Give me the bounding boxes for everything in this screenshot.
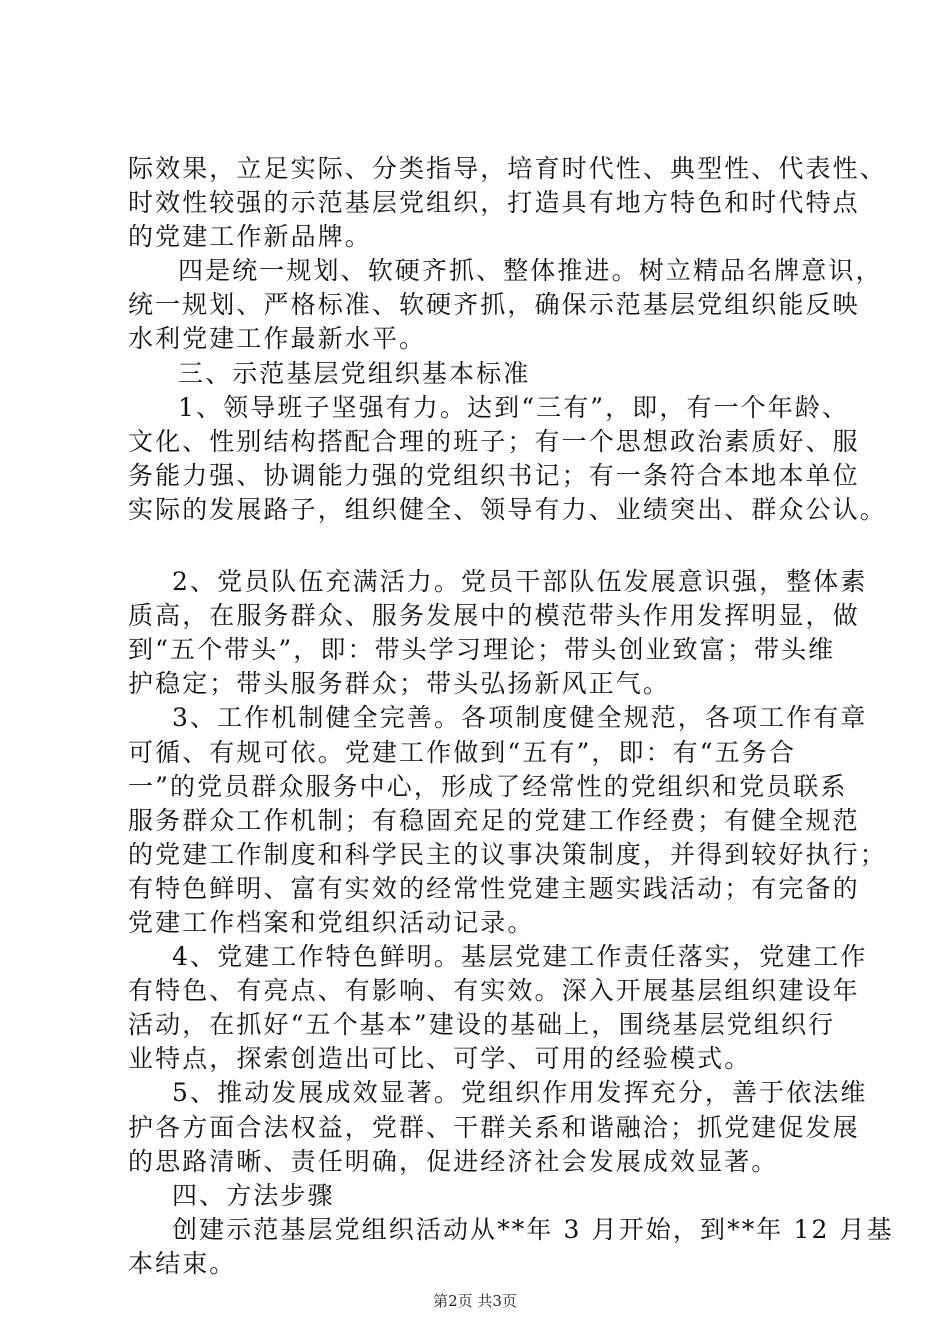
section-heading: 三、示范基层党组织基本标准 (178, 358, 531, 388)
text-line: 护稳定；带头服务群众；带头弘扬新风正气。 (128, 669, 671, 699)
paragraph-start: 3、工作机制健全完善。各项制度健全规范，各项工作有章 (172, 703, 868, 733)
text-line: 护各方面合法权益，党群、干群关系和谐融洽；抓党建促发展 (128, 1112, 860, 1142)
text-line: 活动，在抓好“五个基本”建设的基础上，围绕基层党组织行 (128, 1010, 836, 1040)
text-line: 质高，在服务群众、服务发展中的模范带头作用发挥明显，做 (128, 601, 860, 631)
text-line: 文化、性别结构搭配合理的班子；有一个思想政治素质好、服 (128, 426, 860, 456)
text-line: 有特色鲜明、富有实效的经常性党建主题实践活动；有完备的 (128, 873, 860, 903)
page-number: 第2页 共3页 (433, 1292, 517, 1310)
paragraph-start: 四是统一规划、软硬齐抓、整体推进。树立精品名牌意识， (178, 256, 883, 286)
text-line: 到“五个带头”，即：带头学习理论；带头创业致富；带头维 (128, 635, 836, 665)
text-line: 一”的党员群众服务中心，形成了经常性的党组织和党员联系 (128, 771, 848, 801)
paragraph-gap (128, 527, 840, 565)
text-line: 可循、有规可依。党建工作做到“五有”，即：有“五务合 (128, 737, 796, 767)
paragraph-start: 创建示范基层党组织活动从**年 3 月开始，到**年 12 月基 (172, 1214, 894, 1244)
text-line: 的思路清晰、责任明确，促进经济社会发展成效显著。 (128, 1146, 779, 1176)
paragraph-start: 5、推动发展成效显著。党组织作用发挥充分，善于依法维 (172, 1078, 868, 1108)
text-line: 业特点，探索创造出可比、可学、可用的经验模式。 (128, 1044, 752, 1074)
text-line: 实际的发展路子，组织健全、领导有力、业绩突出、群众公认。 (128, 494, 887, 524)
text-line: 本结束。 (128, 1248, 237, 1278)
text-line: 党建工作档案和党组织活动记录。 (128, 907, 535, 937)
text-line: 时效性较强的示范基层党组织，打造具有地方特色和时代特点 (128, 188, 860, 218)
paragraph-start: 2、党员队伍充满活力。党员干部队伍发展意识强，整体素 (172, 567, 868, 597)
text-line: 有特色、有亮点、有影响、有实效。深入开展基层组织建设年 (128, 976, 860, 1006)
document-body (128, 152, 894, 1281)
text-line: 统一规划、严格标准、软硬齐抓，确保示范基层党组织能反映 (128, 290, 860, 320)
text-line: 的党建工作新品牌。 (128, 222, 372, 252)
text-line: 的党建工作制度和科学民主的议事决策制度，并得到较好执行； (128, 839, 887, 869)
text-line: 服务群众工作机制；有稳固充足的党建工作经费；有健全规范 (128, 805, 860, 835)
paragraph-start: 4、党建工作特色鲜明。基层党建工作责任落实，党建工作 (172, 942, 868, 972)
text-line: 务能力强、协调能力强的党组织书记；有一条符合本地本单位 (128, 460, 860, 490)
page-footer (0, 1290, 950, 1311)
paragraph-start: 1、领导班子坚强有力。达到“三有”，即，有一个年龄、 (178, 392, 850, 422)
text-line: 际效果，立足实际、分类指导，培育时代性、典型性、代表性、 (128, 154, 887, 183)
section-heading: 四、方法步骤 (172, 1180, 335, 1210)
text-line: 水利党建工作最新水平。 (128, 324, 427, 354)
